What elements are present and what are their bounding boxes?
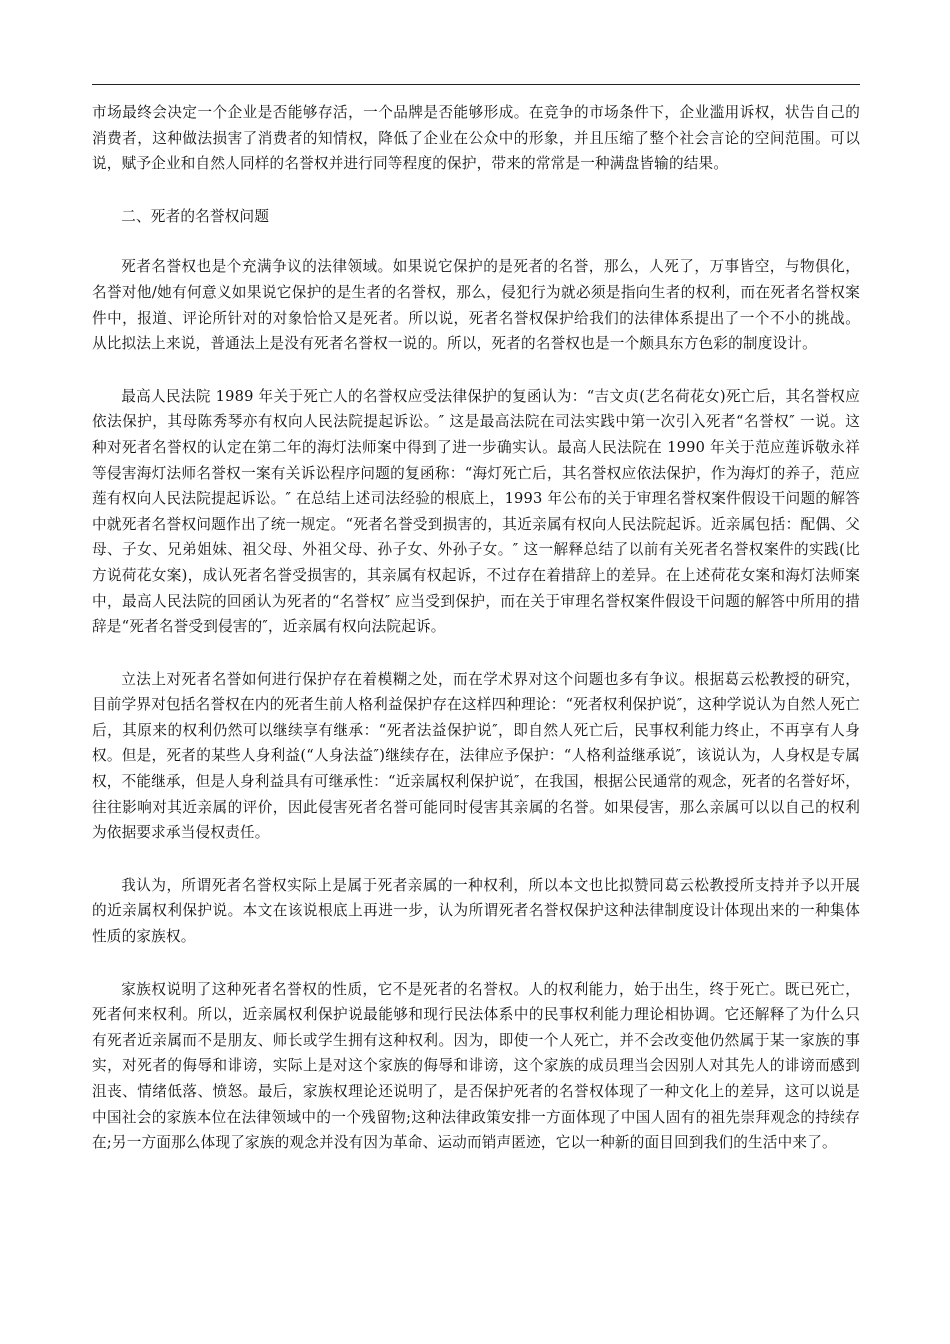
section-heading: 二、死者的名誉权问题: [121, 207, 270, 225]
paragraph-1: 市场最终会决定一个企业是否能够存活，一个品牌是否能够形成。在竞争的市场条件下，企业滥用诉权，状告自己的消费者，这种做法损害了消费者的知情权，降低了企业在公众中的形象，并且压缩了整个社会言论的空间范围。可以说，赋予企业和自然人同样的名誉权并进行同等程度的保护，带来的常常是一种满盘皆输的结果。: [92, 104, 860, 173]
document-page: [92, 84, 860, 1183]
paragraph-6: 家族权说明了这种死者名誉权的性质，它不是死者的名誉权。人的权利能力，始于出生，终于死亡。既已死亡，死者何来权利。所以，近亲属权利保护说最能够和现行民法体系中的民事权利能力理论相协调。它还解释了为什么只有死者近亲属而不是朋友、师长或学生拥有这种权利。因为，即使一个人死亡，并不会改变他仍然属于某一家族的事实，对死者的侮辱和诽谤，实际上是对这个家族的侮辱和诽谤，这个家族的成员理当会因别人对其先人的诽谤而感到沮丧、情绪低落、愤怒。最后，家族权理论还说明了，是否保护死者的名誉权体现了一种文化上的差异，这可以说是中国社会的家族本位在法律领域中的一个残留物;这种法律政策安排一方面体现了中国人固有的祖先崇拜观念的持续存在;另一方面那么体现了家族的观念并没有因为革命、运动而销声匿迹，它以一种新的面目回到我们的生活中来了。: [92, 980, 860, 1152]
paragraph-3: 最高人民法院 1989 年关于死亡人的名誉权应受法律保护的复函认为：“吉文贞(艺名荷花女)死亡后，其名誉权应依法保护，其母陈秀琴亦有权向人民法院提起诉讼。″ 这是最高法院在司法实践中第一次引入死者“名誉权″ 一说。这种对死者名誉权的认定在第二年的海灯法师案中得到了进一步确实认。最高人民法院在 1990 年关于范应莲诉敬永祥等侵害海灯法师名誉权一案有关诉讼程序问题的复函称：“海灯死亡后，其名誉权应依法保护，作为海灯的养子，范应莲有权向人民法院提起诉讼。″ 在总结上述司法经验的根底上，1993 年公布的关于审理名誉权案件假设干问题的解答中就死者名誉权问题作出了统一规定。“死者名誉受到损害的，其近亲属有权向人民法院起诉。近亲属包括：配偶、父母、子女、兄弟姐妹、祖父母、外祖父母、孙子女、外孙子女。″ 这一解释总结了以前有关死者名誉权案件的实践(比方说荷花女案)，成认死者名誉受损害的，其亲属有权起诉，不过存在着措辞上的差异。在上述荷花女案和海灯法师案中，最高人民法院的回函认为死者的“名誉权″ 应当受到保护，而在关于审理名誉权案件假设干问题的解答中所用的措辞是“死者名誉受到侵害的″，近亲属有权向法院起诉。: [92, 387, 860, 636]
paragraph-2: 死者名誉权也是个充满争议的法律领域。如果说它保护的是死者的名誉，那么，人死了，万事皆空，与物俱化，名誉对他/她有何意义如果说它保护的是生者的名誉权，那么，侵犯行为就必须是指向生者的权利，而在死者名誉权案件中，报道、评论所针对的对象恰恰又是死者。所以说，死者名誉权保护给我们的法律体系提出了一个不小的挑战。从比拟法上来说，普通法上是没有死者名誉权一说的。所以，死者的名誉权也是一个颇具东方色彩的制度设计。: [92, 258, 860, 353]
header-rule: [92, 84, 860, 85]
paragraph-4: 立法上对死者名誉如何进行保护存在着模糊之处，而在学术界对这个问题也多有争议。根据葛云松教授的研究，目前学界对包括名誉权在内的死者生前人格利益保护存在这样四种理论：“死者权利保护说″，这种学说认为自然人死亡后，其原来的权利仍然可以继续享有继承：“死者法益保护说″，即自然人死亡后，民事权利能力终止，不再享有人身权。但是，死者的某些人身利益(“人身法益″)继续存在，法律应予保护：“人格利益继承说″，该说认为，人身权是专属权，不能继承，但是人身利益具有可继承性：“近亲属权利保护说″，在我国，根据公民通常的观念，死者的名誉好坏，往往影响对其近亲属的评价，因此侵害死者名誉可能同时侵害其亲属的名誉。如果侵害，那么亲属可以以自己的权利为依据要求承当侵权责任。: [92, 670, 860, 842]
paragraph-5: 我认为，所谓死者名誉权实际上是属于死者亲属的一种权利，所以本文也比拟赞同葛云松教授所支持并予以开展的近亲属权利保护说。本文在该说根底上再进一步，认为所谓死者名誉权保护这种法律制度设计体现出来的一种集体性质的家族权。: [92, 876, 860, 946]
